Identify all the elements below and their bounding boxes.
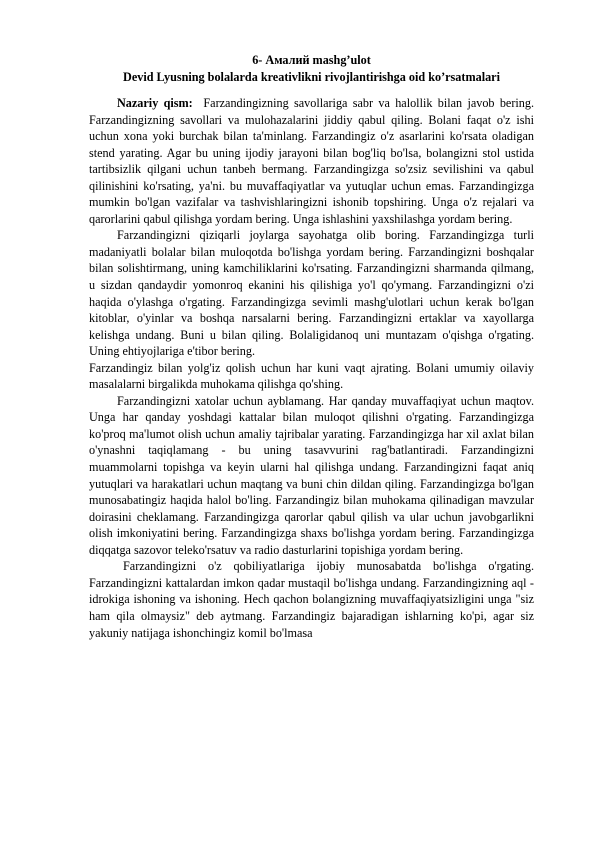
intro-label: Nazariy qism: — [117, 96, 193, 110]
paragraph: Farzandingizni qiziqarli joylarga sayohatga olib boring. Farzandingizga turli madaniyatli bolalar bilan muloqotda bo'lishga yordam bering. Farzandingizni boshqalar bilan solishtirmang, uning kamchiliklarini ko'rsating. Farzandingizni sharmanda qilmang, u sizdan qandaydir yomonroq ekanini his qilishiga yo'l qo'ymang. Farzandingizni o'zi haqida o'ylashga o'rgating. Farzandingizga sevimli mashg'ulotlari uchun kerak bo'lgan kitoblar, o'yinlar va boshqa narsalarni bering. Farzandingizni ertaklar va xayollarga kelishga undang. Buni u bilan qiling. Bolaligidanoq uni muntazam o'qishga o'rgating. Uning ehtiyojlariga e'tibor bering. — [89, 228, 534, 359]
page-subtitle: Devid Lyusning bolalarda kreativlikni rivojlantirishga oid ko’rsatmalari — [123, 69, 500, 84]
page-title: 6- Амалий mashg’ulot — [252, 53, 371, 67]
paragraph: Farzandingiz bilan yolg'iz qolish uchun har kuni vaqt ajrating. Bolani umumiy oilaviy masalalarni birgalikda muhokama qilishga qo'shing. — [89, 360, 534, 392]
paragraph-text: Farzandingizning savollariga sabr va halollik bilan javob bering. Farzandingizning savollari va mulohazalarini jiddiy qabul qiling. Bolani faqat o'z ishi uchun xona yoki burchak bilan ta'minlang. Farzandingiz o'z asarlarini ko'rsata oladigan stend yarating. Agar bu uning ijodiy jarayoni bilan bog'liq bo'lsa, bolangizni stol ustida tartibsizlik qilgani uchun tanbeh bermang. Farzandingizga so'zsiz sevilishini va qabul qilinishini ko'rsating, ya'ni. bu muvaffaqiyatlar va yutuqlar uchun emas. Farzandingizga mumkin bo'lgan vazifalar va tashvishlaringizni ishonib topshiring. Unga o'z rejalari va qarorlarini qabul qilishga yordam bering. Unga ishlashini yaxshilashga yordam bering. — [89, 96, 535, 226]
document-page — [89, 52, 534, 641]
paragraph: Farzandingizni o'z qobiliyatlariga ijobiy munosabatda bo'lishga o'rgating. Farzandingizni kattalardan imkon qadar mustaqil bo'lishga undang. Farzandingizning aql -idrokiga ishoning va ishoning. Hech qachon bolangizning muvaffaqiyatsizligini unga "siz ham qila olmaysiz" deb aytmang. Farzandingiz bajaradigan ishlarning ko'pi, agar siz yakuniy natijaga ishonchingiz komil bo'lmasa — [89, 559, 534, 640]
paragraph-intro — [89, 95, 534, 227]
paragraph: Farzandingizni xatolar uchun ayblamang. Har qanday muvaffaqiyat uchun maqtov. Unga har qanday yoshdagi kattalar bilan muloqot qilishni o'rgating. Farzandingizga ko'proq ma'lumot olish uchun amaliy tajribalar yarating. Farzandingizga har xil axlat bilan o'ynashni taqiqlamang - bu uning tasavvurini rag'batlantiradi. Farzandingizni muammolarni topishga va keyin ularni hal qilishga undang. Farzandingizni faqat aniq yutuqlari va harakatlari uchun maqtang va buni chin dildan qiling. Farzandingizga bo'lgan munosabatingiz haqida halol bo'ling. Farzandingiz bilan muhokama qilinadigan mavzular doirasini cheklamang. Farzandingizga qarorlar qabul qilish va ular uchun javobgarlikni olish imkoniyatini bering. Farzandingizga shaxs bo'lishga yordam bering. Farzandingizga diqqatga sazovor teleko'rsatuv va radio dasturlarini topishiga yordam bering. — [89, 393, 534, 557]
